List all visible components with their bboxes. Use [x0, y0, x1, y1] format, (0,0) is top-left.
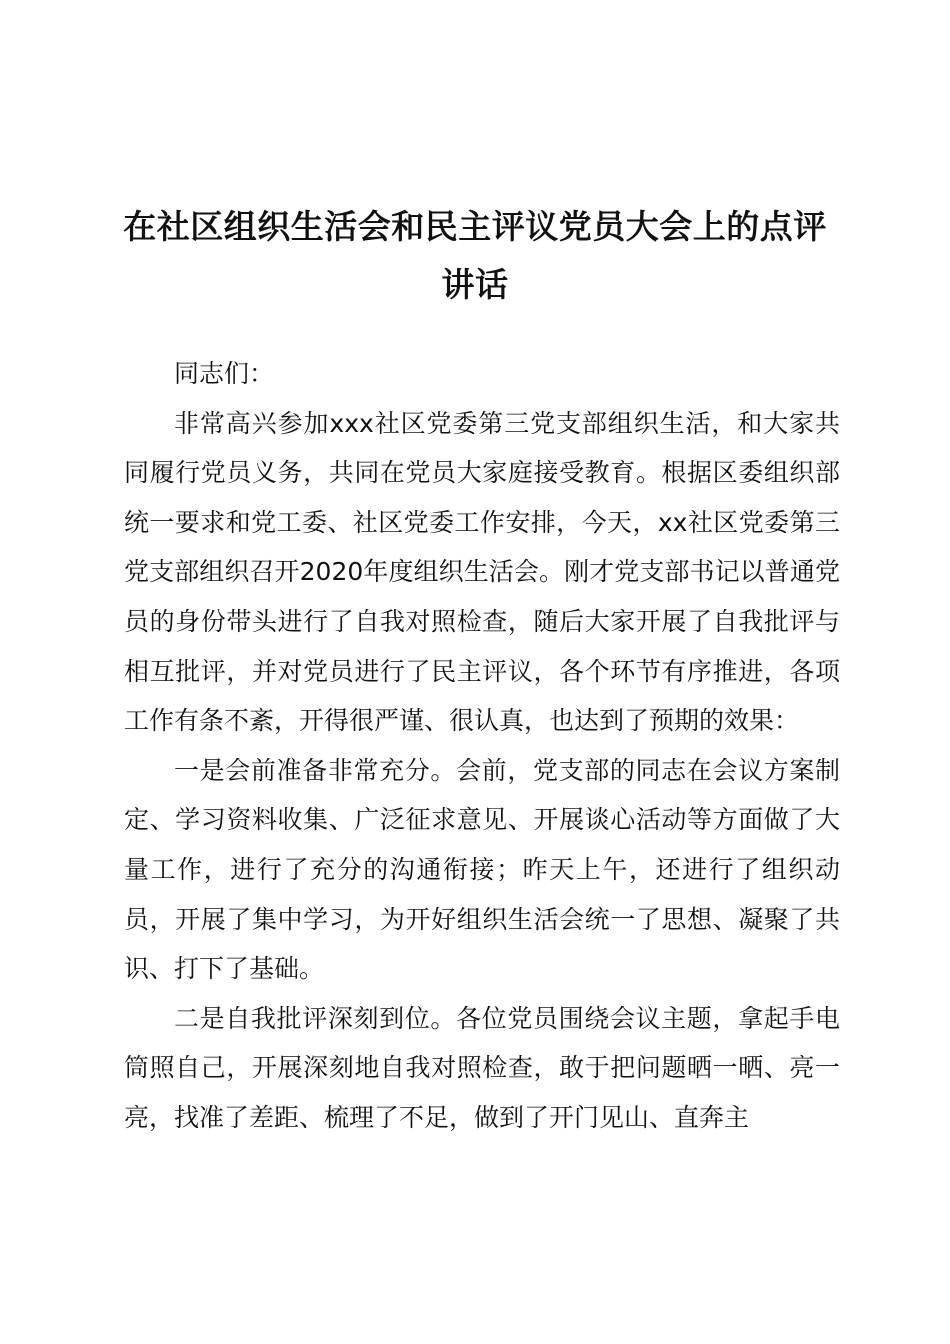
- point-two-paragraph: 二是自我批评深刻到位。各位党员围绕会议主题，拿起手电筒照自己，开展深刻地自我对照检查，敢于把问题晒一晒、亮一亮，找准了差距、梳理了不足，做到了开门见山、直奔主: [124, 1003, 840, 1132]
- point-one-paragraph: 一是会前准备非常充分。会前，党支部的同志在会议方案制定、学习资料收集、广泛征求意见、开展谈心活动等方面做了大量工作，进行了充分的沟通衔接；昨天上午，还进行了组织动员，开展了集中学习，为开好组织生活会统一了思想、凝聚了共识、打下了基础。: [124, 755, 840, 984]
- document-body: [124, 349, 840, 1143]
- document-title: 在社区组织生活会和民主评议党员大会上的点评讲话: [123, 207, 827, 304]
- salutation-paragraph: 同志们：: [174, 359, 275, 388]
- opening-paragraph: 非常高兴参加xxx社区党委第三党支部组织生活，和大家共同履行党员义务，共同在党员大家庭接受教育。根据区委组织部统一要求和党工委、社区党委工作安排，今天，xx社区党委第三党支部组织召开2020年度组织生活会。刚才党支部书记以普通党员的身份带头进行了自我对照检查，随后大家开展了自我批评与相互批评，并对党员进行了民主评议，各个环节有序推进，各项工作有条不紊，开得很严谨、很认真，也达到了预期的效果：: [124, 408, 840, 736]
